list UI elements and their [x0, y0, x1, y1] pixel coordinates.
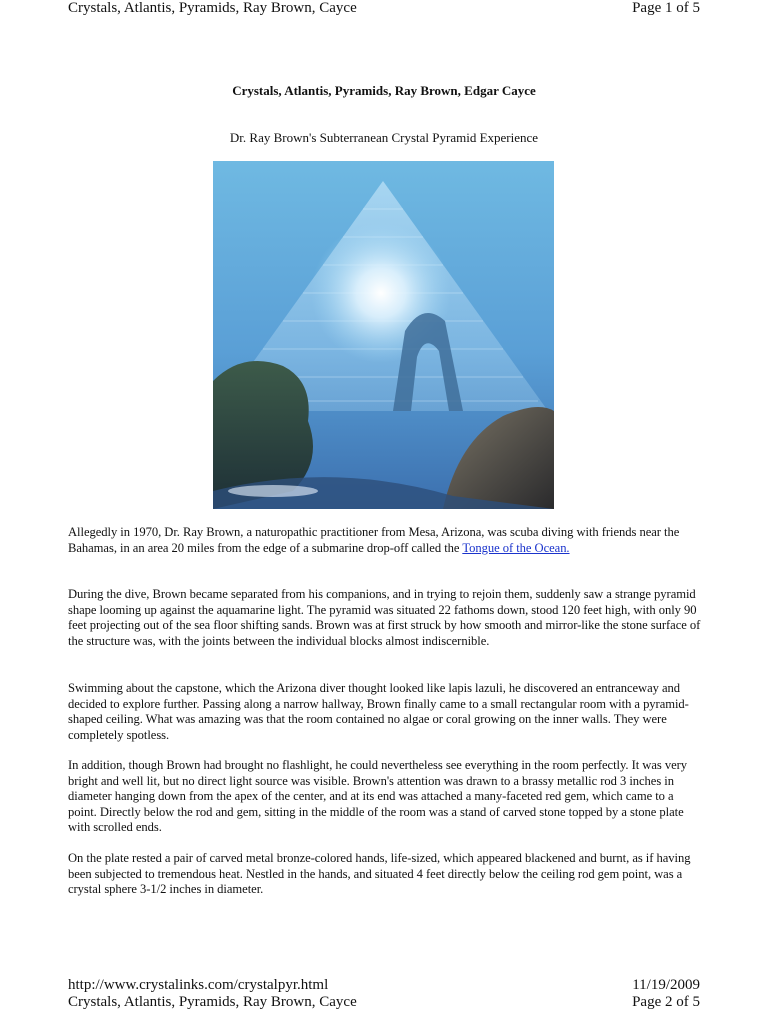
- document-subtitle: Dr. Ray Brown's Subterranean Crystal Pyramid Experience: [229, 130, 539, 145]
- header-title: Crystals, Atlantis, Pyramids, Ray Brown, Cayce: [68, 0, 357, 16]
- paragraph-4-text: In addition, though Brown had brought no flashlight, he could nevertheless see everything in the room perfectly. It was very bright and well lit, but no direct light source was visible. Brown's attention was drawn to a brassy metallic rod 3 inches in diameter hanging down from the apex of the center, and at its end was attached a many-faceted red gem, which came to a point. Directly below the rod and gem, sitting in the middle of the room was a stand of carved stone topped by a stone plate with scrolled ends.: [68, 758, 688, 834]
- paragraph-3-text: Swimming about the capstone, which the Arizona diver thought looked like lapis lazuli, he discovered an entranceway and decided to explore further. Passing along a narrow hallway, Brown finally came to a small rectangular room with a pyramid-shaped ceiling. What was amazing was that the room contained no algae or coral growing on the inner walls. They were completely spotless.: [68, 681, 689, 742]
- header-page-number: Page 1 of 5: [632, 0, 700, 16]
- paragraph-2: [68, 587, 702, 649]
- crystal-pyramid-image: [213, 161, 554, 509]
- paragraph-5: [68, 851, 702, 898]
- page-header: [68, 0, 700, 17]
- paragraph-1-text: Allegedly in 1970, Dr. Ray Brown, a naturopathic practitioner from Mesa, Arizona, was scuba diving with friends near the Bahamas, in an area 20 miles from the edge of a submarine drop-off called the: [68, 525, 680, 555]
- paragraph-5-text: On the plate rested a pair of carved metal bronze-colored hands, life-sized, which appeared blackened and burnt, as if having been subjected to tremendous heat. Nestled in the hands, and situated 4 feet directly below the ceiling rod gem point, was a crystal sphere 3-1/2 inches in diameter.: [68, 851, 691, 896]
- footer-row-1: [68, 977, 700, 994]
- footer-title: Crystals, Atlantis, Pyramids, Ray Brown, Cayce: [68, 994, 357, 1010]
- paragraph-3: [68, 681, 702, 743]
- footer-row-2: [68, 994, 700, 1011]
- paragraph-4: [68, 758, 702, 836]
- footer-date: 11/19/2009: [632, 977, 700, 993]
- paragraph-1: [68, 525, 702, 556]
- paragraph-2-text: During the dive, Brown became separated from his companions, and in trying to rejoin them, suddenly saw a strange pyramid shape looming up against the aquamarine light. The pyramid was situated 22 fathoms down, stood 120 feet high, with only 90 feet projecting out of the sea floor shifting sands. Brown was at first struck by how smooth and mirror-like the stone surface of the structure was, with the joints between the individual blocks almost indiscernible.: [68, 587, 701, 648]
- footer-page-number: Page 2 of 5: [632, 994, 700, 1010]
- tongue-of-the-ocean-link[interactable]: Tongue of the Ocean.: [462, 540, 570, 555]
- footer-url: http://www.crystalinks.com/crystalpyr.html: [68, 977, 329, 993]
- document-title: Crystals, Atlantis, Pyramids, Ray Brown, Edgar Cayce: [232, 83, 536, 98]
